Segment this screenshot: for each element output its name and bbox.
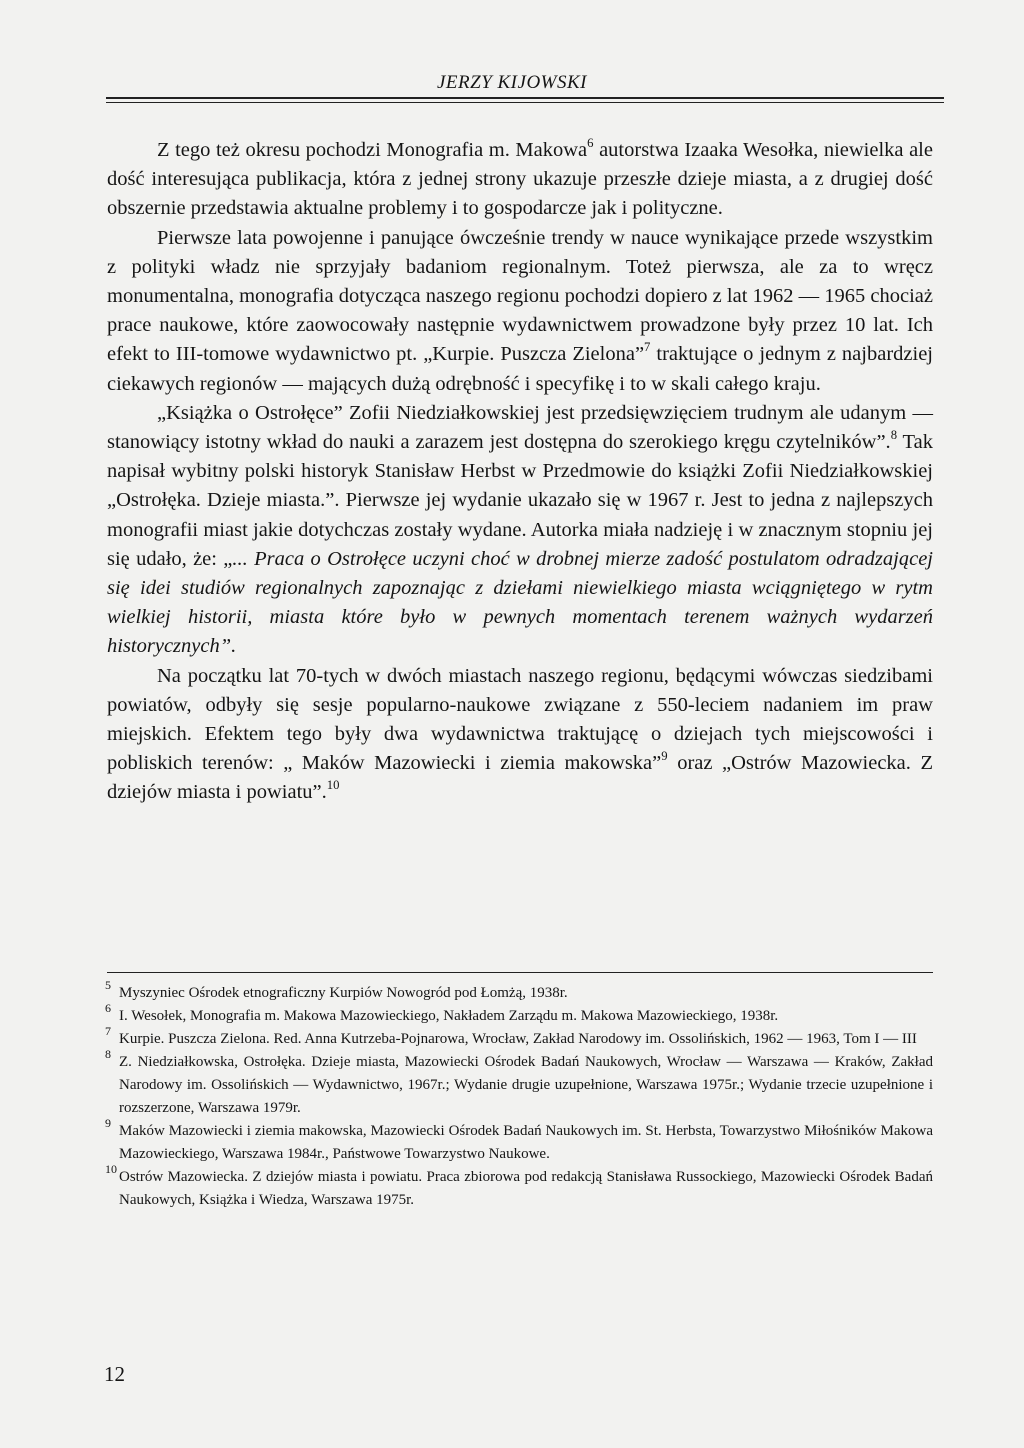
paragraph-1 — [107, 136, 933, 224]
footnote-7 — [105, 1024, 933, 1051]
footnotes — [105, 978, 933, 1212]
footnote-separator — [107, 972, 933, 973]
paragraph-3 — [107, 399, 933, 662]
footnote-text: Z. Niedziałkowska, Ostrołęka. Dzieje miasta, Mazowiecki Ośrodek Badań Naukowych, Wrocław — Warszawa — Kraków, Zakład Narodowy im. Ossolińskich — Wydawnictwo, 1967r.; Wydanie drugie uzupełnione, Warszawa 1975r.; Wydanie trzecie uzupełnione i rozszerzone, Warszawa 1979r. — [119, 1054, 933, 1116]
footnote-text: Maków Mazowiecki i ziemia makowska, Mazowiecki Ośrodek Badań Naukowych im. St. Herbsta, Towarzystwo Miłośników Makowa Mazowieckiego, Warszawa 1984r., Państwowe Towarzystwo Naukowe. — [119, 1123, 933, 1162]
paragraph-1-text-b: autorstwa Izaaka Wesołka, niewielka ale dość interesująca publikacja, która z jednej strony ukazuje przeszłe dzieje miasta, a z drugiej dość obszernie przedstawia aktualne problemy i to gospodarcze jak i polityczne. — [107, 139, 933, 220]
footnote-8 — [105, 1047, 933, 1120]
header-rule-bottom — [106, 102, 944, 103]
footnote-6 — [105, 1001, 933, 1028]
footnote-text: Myszyniec Ośrodek etnograficzny Kurpiów Nowogród pod Łomżą, 1938r. — [119, 985, 568, 1001]
page-number: 12 — [104, 1362, 125, 1386]
paragraph-2-text-a: Pierwsze lata powojenne i panujące ówcześnie trendy w nauce wynikające przede wszystkim z polityki władz nie sprzyjały badaniom regionalnym. Toteż pierwsza, ale za to wręcz monumentalna, monografia dotycząca naszego regionu pochodzi dopiero z lat 1962 — 1965 chociaż prace naukowe, które zaowocowały następnie wydawnictwem prowadzone były przez 10 lat. Ich efekt to III-tomowe wydawnictwo pt. „Kurpie. Puszcza Zielona” — [107, 226, 933, 366]
footnote-number: 7 — [105, 1024, 111, 1038]
footnote-number: 9 — [105, 1116, 111, 1130]
footnote-text: Ostrów Mazowiecka. Z dziejów miasta i powiatu. Praca zbiorowa pod redakcją Stanisława Russockiego, Mazowiecki Ośrodek Badań Naukowych, Książka i Wiedza, Warszawa 1975r. — [119, 1169, 933, 1208]
paragraph-2-text-b: traktujące o jednym z najbardziej ciekawych regionów — mających dużą odrębność i specyfikę i to w skali całego kraju. — [107, 343, 933, 395]
paragraph-1-text-a: Z tego też okresu pochodzi Monografia m. Makowa — [157, 139, 588, 161]
footnote-ref-9: 9 — [661, 749, 668, 764]
footnote-text: Kurpie. Puszcza Zielona. Red. Anna Kutrzeba-Pojnarowa, Wrocław, Zakład Narodowy im. Ossolińskich, 1962 — 1963, Tom I — III — [119, 1031, 917, 1047]
footnote-number: 8 — [105, 1047, 111, 1061]
footnote-number: 10 — [105, 1162, 117, 1176]
running-header: JERZY KIJOWSKI — [436, 72, 587, 93]
footnote-number: 6 — [105, 1001, 111, 1015]
footnote-ref-8: 8 — [890, 428, 898, 443]
paragraph-2 — [107, 224, 933, 399]
footnote-ref-7: 7 — [644, 340, 651, 355]
footnote-ref-6: 6 — [587, 136, 594, 151]
footnote-ref-10: 10 — [326, 778, 340, 793]
footnote-5 — [105, 978, 933, 1005]
paragraph-3-quote: ... Praca o Ostrołęce uczyni choć w drobnej mierze zadość postulatom odradzającej się idei studiów regionalnych zapoznając z dziełami niewielkiego miasta wciągniętego w rytm wielkiej historii, miasta które było w pewnych momentach terenem ważnych wydarzeń historycznych”. — [107, 547, 933, 658]
footnote-number: 5 — [105, 978, 111, 992]
paragraph-4-text-a: Na początku lat 70-tych w dwóch miastach naszego regionu, będącymi wówczas siedzibami powiatów, odbyły się sesje popularno-naukowe związane z 550-leciem nadaniem im praw miejskich. Efektem tego były dwa wydawnictwa traktującę o dziejach tych miejscowości i pobliskich terenów: „ Maków Mazowiecki i ziemia makowska” — [107, 664, 933, 775]
footnote-10 — [105, 1162, 933, 1212]
paragraph-3-text-a: „Książka o Ostrołęce” Zofii Niedziałkowskiej jest przedsięwzięciem trudnym ale udanym — stanowiący istotny wkład do nauki a zarazem jest dostępna do szerokiego kręgu czytelników”. — [107, 401, 933, 454]
paragraph-3-text-b: Tak napisał wybitny polski historyk Stanisław Herbst w Przedmowie do książki Zofii Niedziałkowskiej „Ostrołęka. Dzieje miasta.”. Pierwsze jej wydanie ukazało się w 1967 r. Jest to jedna z najlepszych monografii miast jakie dotychczas zostały wydane. Autorka miała nadzieję i w znacznym stopniu jej się udało, że: „ — [107, 431, 933, 570]
header-rule-top — [106, 97, 944, 99]
main-text — [107, 136, 933, 808]
footnote-text: I. Wesołek, Monografia m. Makowa Mazowieckiego, Nakładem Zarządu m. Makowa Mazowieckiego, 1938r. — [119, 1008, 779, 1024]
footnote-9 — [105, 1116, 933, 1166]
paragraph-4-text-b: oraz „Ostrów Mazowiecka. Z dziejów miasta i powiatu”. — [107, 752, 933, 804]
paragraph-4 — [107, 662, 933, 808]
